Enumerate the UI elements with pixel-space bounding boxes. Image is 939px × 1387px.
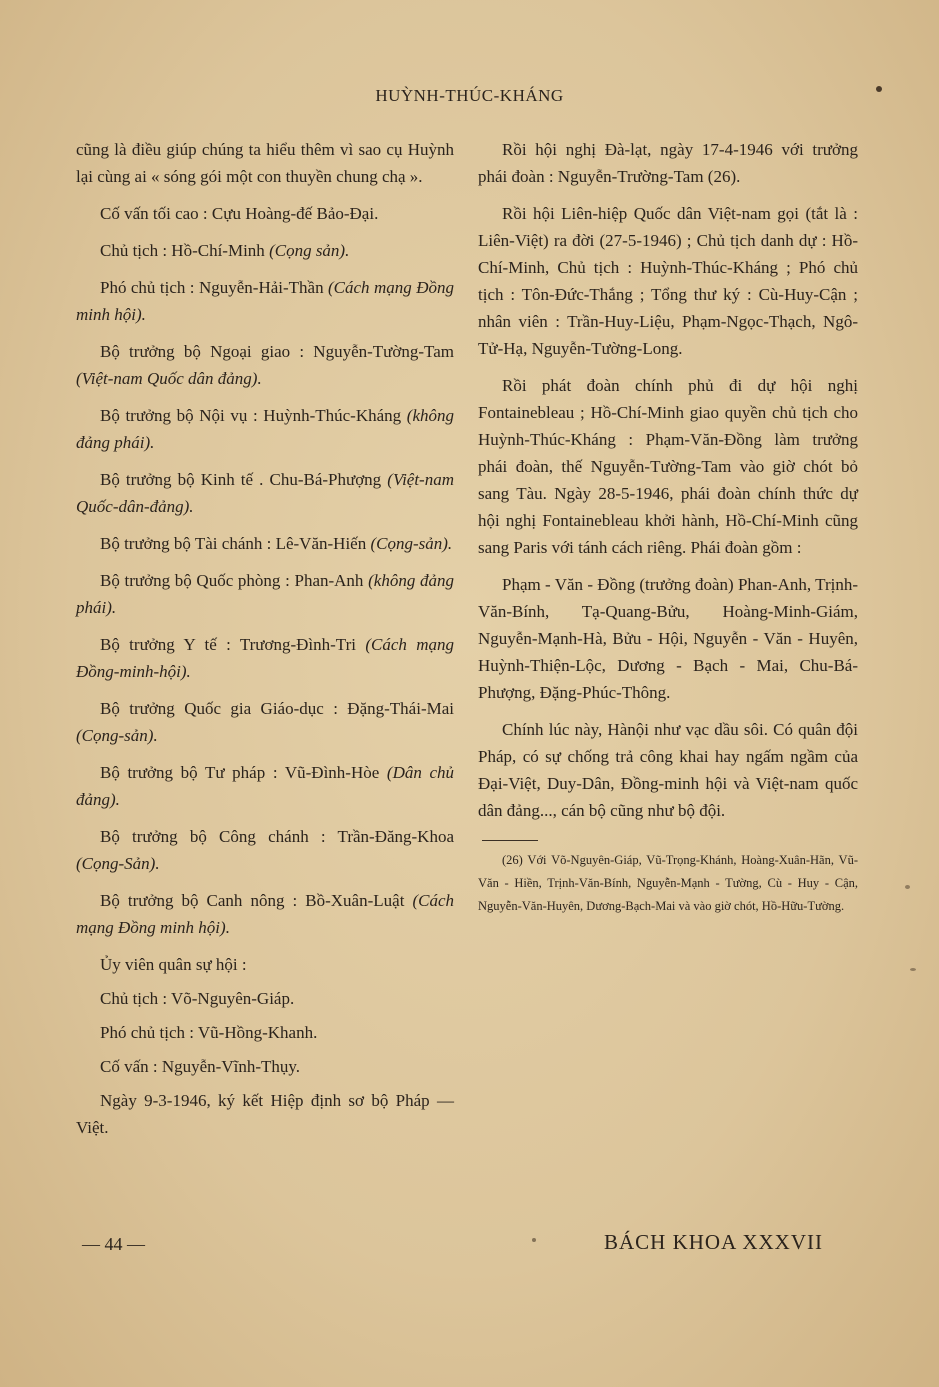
entry-text: Bộ trưởng Quốc gia Giáo-dục : Đặng-Thái-Mai — [100, 699, 454, 718]
party-note: (Dân chủ đảng). — [76, 763, 455, 809]
entry-text: Bộ trưởng Y tế : Trương-Đình-Tri — [100, 635, 356, 654]
party-note: (Cách mạng Đồng minh hội). — [76, 891, 455, 937]
party-note: (Cọng-sản). — [76, 726, 158, 745]
paper-speck — [910, 968, 916, 971]
cabinet-entry — [76, 338, 454, 392]
entry-text: Bộ trưởng bộ Ngoại giao : Nguyễn-Tường-Tam — [100, 342, 454, 361]
running-header: HUỲNH-THÚC-KHÁNG — [375, 86, 564, 105]
left-column — [76, 136, 454, 1151]
party-note: (Cọng-sản). — [370, 534, 453, 553]
party-note: (Cách mạng Đồng minh hội). — [76, 278, 454, 324]
cabinet-entry — [76, 466, 454, 520]
entry-text: Bộ trưởng bộ Tài chánh : Lê-Văn-Hiến — [100, 534, 367, 553]
entry-text: Bộ trưởng bộ Kinh tế . Chu-Bá-Phượng — [100, 470, 382, 489]
paragraph: Rồi phát đoàn chính phủ đi dự hội nghị Fontainebleau ; Hồ-Chí-Minh giao quyền chủ tịch cho Huỳnh-Thúc-Kháng : Phạm-Văn-Đồng làm trưởng phái đoàn, thế Nguyễn-Tường-Tam vào giờ chót bỏ sang Tàu. Ngày 28-5-1946, phái đoàn chính thức dự hội nghị Fontainebleau khởi hành, Hồ-Chí-Minh cũng sang Paris với tánh cách riêng. Phái đoàn gồm : — [478, 376, 858, 557]
party-note: (Cách mạng Đồng-minh-hội). — [76, 635, 454, 681]
cabinet-entry — [76, 274, 454, 328]
paragraph: Ngày 9-3-1946, ký kết Hiệp định sơ bộ Pháp — Việt. — [76, 1091, 454, 1137]
paragraph: Cố vấn tối cao : Cựu Hoàng-đế Bảo-Đại. — [100, 204, 379, 223]
paragraph: Chính lúc này, Hànội như vạc dầu sôi. Có quân đội Pháp, có sự chống trả công khai hay ngấm ngầm của Đại-Việt, Duy-Dân, Đồng-minh hội và Việt-nam quốc dân đảng..., cán bộ cũng như bộ đội. — [478, 720, 858, 820]
cabinet-entry — [76, 567, 454, 621]
paper-speck — [532, 1238, 536, 1242]
party-note: (Việt-nam Quốc-dân-đảng). — [76, 470, 454, 516]
delegation-list: Phạm - Văn - Đồng (trưởng đoàn) Phan-Anh, Trịnh-Văn-Bính, Tạ-Quang-Bửu, Hoàng-Minh-Giám, Nguyễn-Mạnh-Hà, Bửu - Hội, Nguyễn - Văn - Huyên, Huỳnh-Thiện-Lộc, Dương - Bạch - Mai, Chu-Bá-Phượng, Đặng-Phúc-Thông. — [478, 575, 858, 702]
cabinet-entry — [76, 237, 454, 264]
paragraph: Chủ tịch : Võ-Nguyên-Giáp. — [100, 989, 295, 1008]
cabinet-entry — [76, 695, 454, 749]
cabinet-entry — [76, 631, 454, 685]
paper-speck — [876, 86, 882, 92]
paragraph: Phó chủ tịch : Vũ-Hồng-Khanh. — [100, 1023, 318, 1042]
entry-text: Bộ trưởng bộ Nội vụ : Huỳnh-Thúc-Kháng — [100, 406, 402, 425]
cabinet-entry — [76, 759, 454, 813]
paragraph: Rồi hội nghị Đà-lạt, ngày 17-4-1946 với trưởng phái đoàn : Nguyễn-Trường-Tam (26). — [478, 140, 858, 186]
party-note: (không đảng phái). — [76, 571, 454, 617]
publication-title: BÁCH KHOA XXXVII — [604, 1230, 823, 1254]
footnote: (26) Với Võ-Nguyên-Giáp, Vũ-Trọng-Khánh, Hoàng-Xuân-Hãn, Vũ-Văn - Hiền, Trịnh-Văn-Bính, Nguyễn-Mạnh - Tường, Cù - Huy - Cận, Nguyễn-Văn-Huyên, Dương-Bạch-Mai và vào giờ chót, Hồ-Hữu-Tường. — [478, 853, 858, 913]
party-note: (không đảng phái). — [76, 406, 454, 452]
cabinet-entry — [76, 887, 454, 941]
paragraph: cũng là điều giúp chúng ta hiểu thêm vì sao cụ Huỳnh lại cùng ai « sóng gói một con thuyền chung chạ ». — [76, 140, 454, 186]
party-note: (Cọng sản). — [269, 241, 350, 260]
cabinet-entry — [76, 402, 454, 456]
cabinet-entry — [76, 823, 454, 877]
entry-text: Bộ trưởng bộ Tư pháp : Vũ-Đình-Hòe — [100, 763, 380, 782]
party-note: (Việt-nam Quốc dân đảng). — [76, 369, 262, 388]
cabinet-entry — [76, 530, 454, 557]
entry-text: Bộ trưởng bộ Canh nông : Bồ-Xuân-Luật — [100, 891, 405, 910]
party-note: (Cọng-Sản). — [76, 854, 160, 873]
entry-text: Phó chủ tịch : Nguyễn-Hải-Thần — [100, 278, 324, 297]
paragraph: Cố vấn : Nguyễn-Vĩnh-Thụy. — [100, 1057, 301, 1076]
entry-text: Chủ tịch : Hồ-Chí-Minh — [100, 241, 265, 260]
footnote-rule — [482, 840, 538, 841]
page-number: — 44 — — [82, 1234, 145, 1254]
right-column — [478, 136, 858, 928]
entry-text: Bộ trưởng bộ Công chánh : Trần-Đăng-Khoa — [100, 827, 454, 846]
paragraph: Ủy viên quân sự hội : — [100, 955, 247, 974]
paragraph: Rồi hội Liên-hiệp Quốc dân Việt-nam gọi (tắt là : Liên-Việt) ra đời (27-5-1946) ; Chủ tịch danh dự : Hồ-Chí-Minh, Chủ tịch : Huỳnh-Thúc-Kháng ; Phó chủ tịch : Tôn-Đức-Thắng ; Tổng thư ký : Cù-Huy-Cận ; nhân viên : Trần-Huy-Liệu, Phạm-Ngọc-Thạch, Ngô-Tử-Hạ, Nguyễn-Tường-Long. — [478, 204, 858, 358]
paper-speck — [905, 885, 910, 889]
entry-text: Bộ trưởng bộ Quốc phòng : Phan-Anh — [100, 571, 364, 590]
